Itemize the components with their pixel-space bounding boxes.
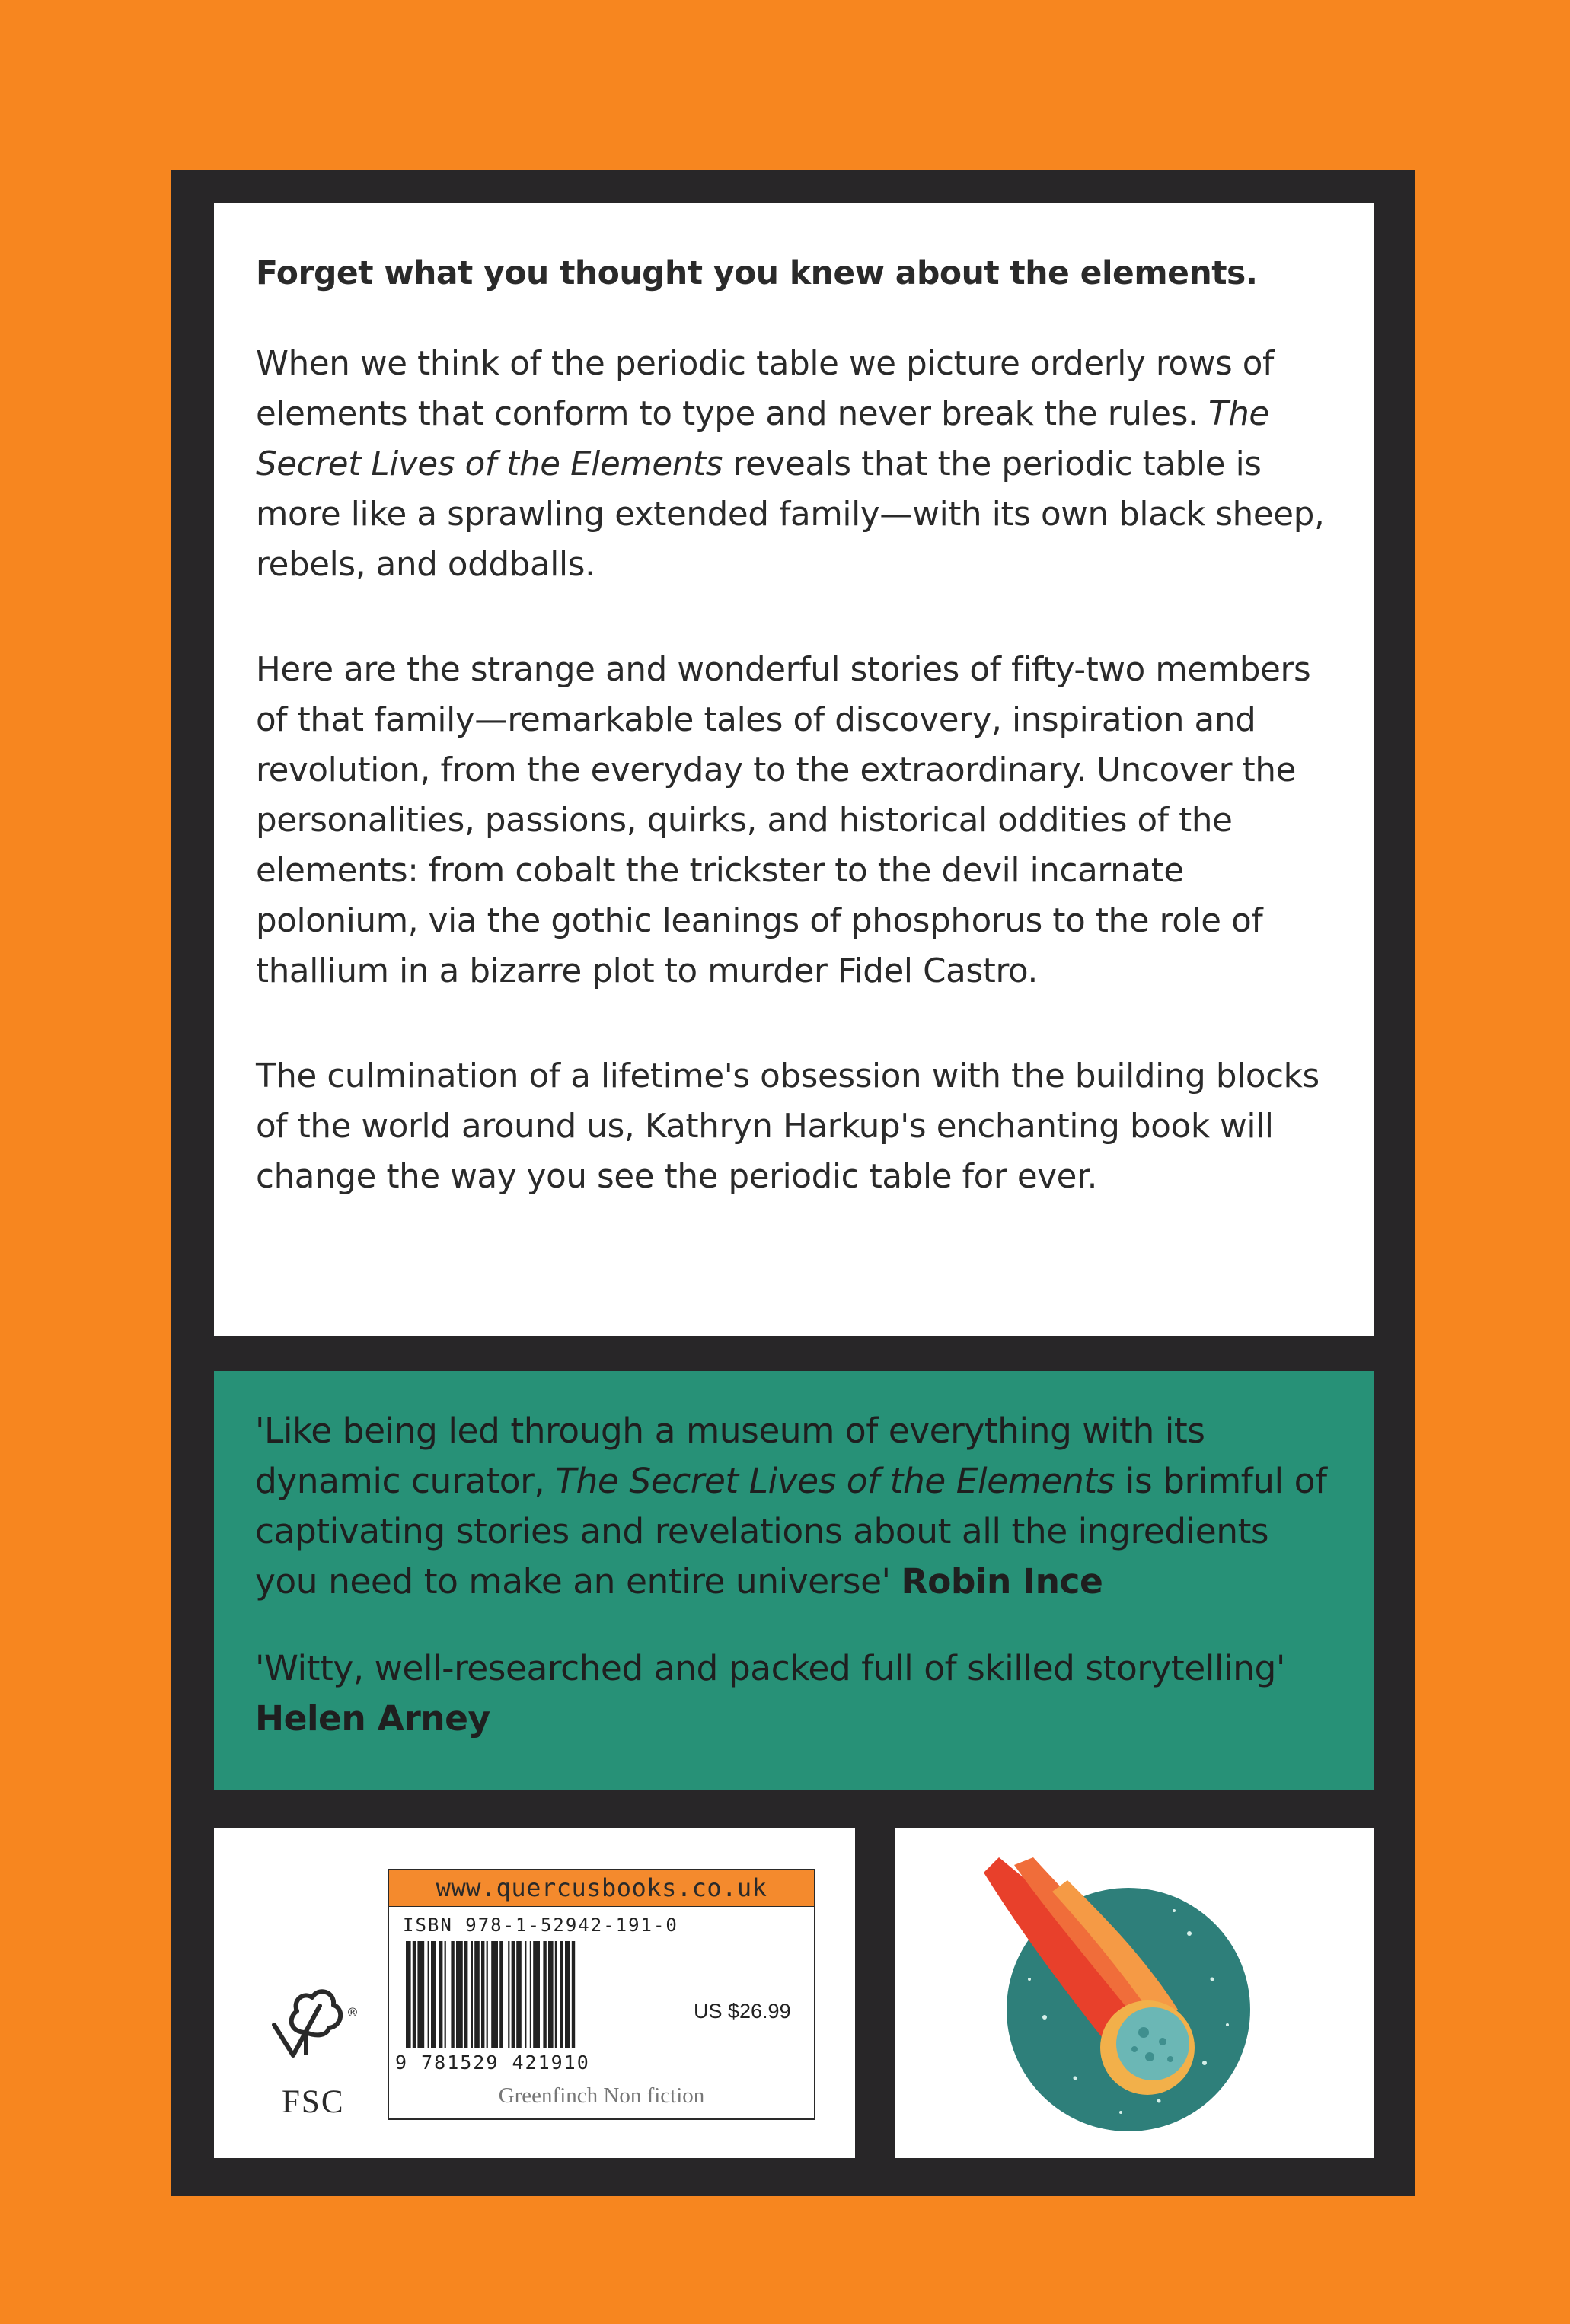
isbn-number: ISBN 978-1-52942-191-0: [403, 1914, 678, 1936]
quote-1: [255, 1406, 1336, 1607]
quote-1-text-a: 'Like being led through a museum of everything with its dynamic curator,: [255, 1411, 1205, 1501]
quote-2-text: 'Witty, well-researched and packed full of skilled storytelling': [255, 1648, 1285, 1688]
price: US $26.99: [694, 2000, 791, 2023]
quote-2: [255, 1643, 1336, 1744]
meteor-illustration: [961, 1850, 1296, 2139]
quotes-panel: [214, 1371, 1374, 1790]
barcode-digits: 9 781529 421910: [395, 2051, 590, 2074]
blurb-p1-text-b: reveals that the periodic table is more like a sprawling extended family—with its own black sheep, rebels, and oddballs.: [256, 445, 1325, 584]
blurb-p1-text-a: When we think of the periodic table we picture orderly rows of elements that conform to type and never break the rules.: [256, 345, 1274, 433]
quote-1-book-title: The Secret Lives of the Elements: [555, 1461, 1115, 1501]
barcode-box: [388, 1907, 815, 2120]
book-title: The Secret Lives of the Elements: [256, 395, 1269, 483]
barcode-icon: [406, 1941, 680, 2055]
fsc-label: FSC: [282, 2084, 345, 2120]
quote-2-author: Helen Arney: [255, 1698, 490, 1739]
publisher-url: www.quercusbooks.co.uk: [388, 1869, 815, 1908]
blurb-paragraph-2: Here are the strange and wonderful stories of fifty-two members of that family—remarkable tales of discovery, inspiration and revolution, from the everyday to the extraordinary. Uncover the personalities, passions, quirks, and historical oddities of the elements: from cobalt the trickster to the devil incarnate polonium, via the gothic leanings of phosphorus to the role of thallium in a bizarre plot to murder Fidel Castro.: [256, 651, 1311, 990]
quote-1-author: Robin Ince: [901, 1561, 1103, 1602]
genre-label: Greenfinch Non fiction: [498, 2083, 705, 2108]
blurb-panel: [214, 203, 1374, 1336]
blurb-paragraph-3: The culmination of a lifetime's obsession with the building blocks of the world around us, Kathryn Harkup's enchanting book will change the way you see the periodic table for ever.: [256, 1057, 1320, 1196]
quote-1-text-b: is brimful of captivating stories and revelations about all the ingredients you need to make an entire universe': [255, 1461, 1327, 1602]
blurb-lead: Forget what you thought you knew about the elements.: [256, 255, 1258, 292]
fsc-registered-mark: ®: [346, 2005, 359, 2020]
blurb-paragraph-1: [256, 339, 1330, 590]
fsc-tree-icon: [259, 1972, 350, 2078]
